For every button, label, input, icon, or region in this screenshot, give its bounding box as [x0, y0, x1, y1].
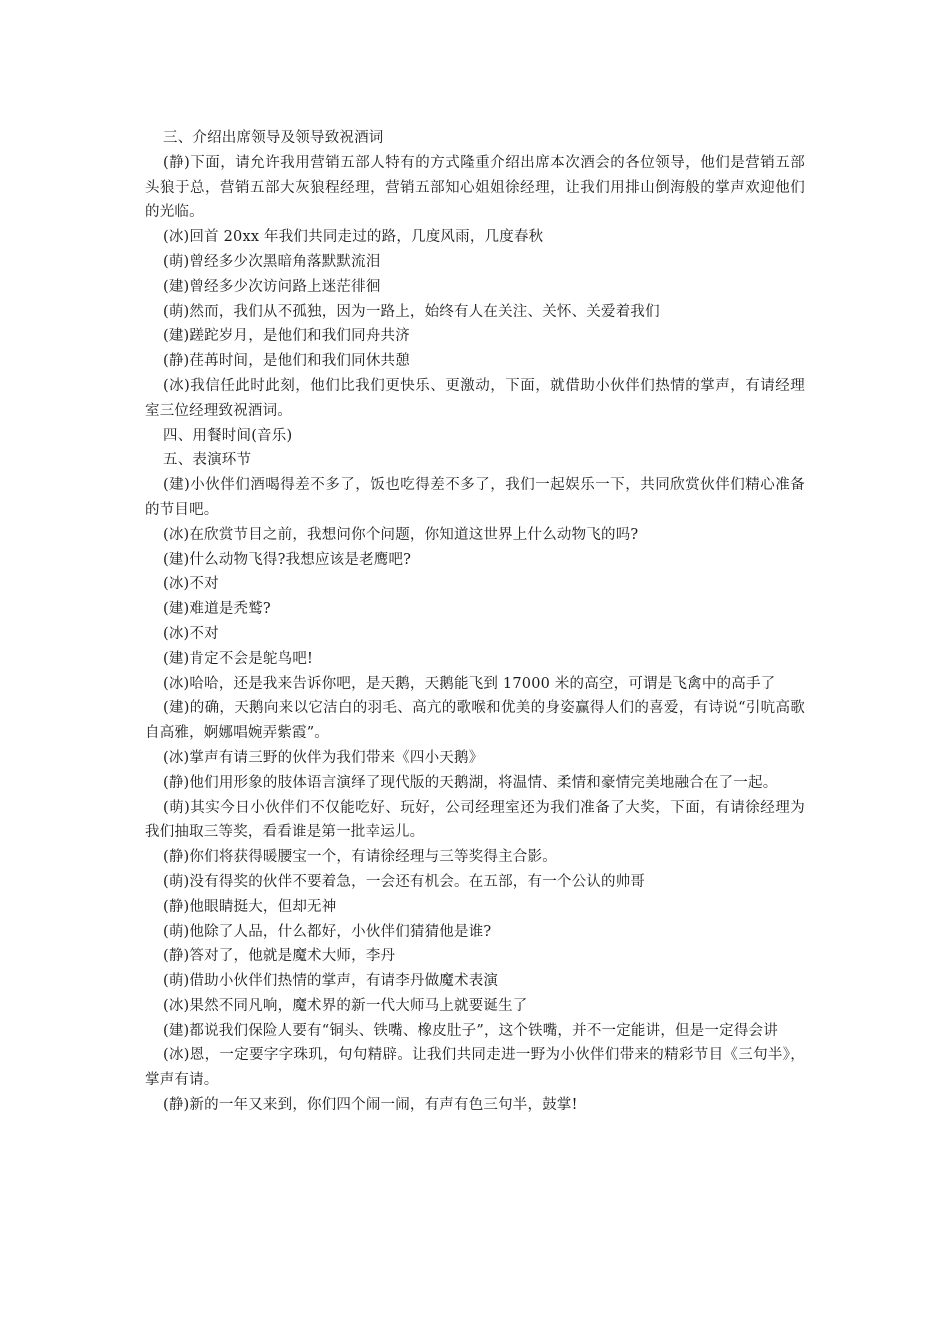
paragraph: (建)小伙伴们酒喝得差不多了，饭也吃得差不多了，我们一起娱乐一下，共同欣赏伙伴们精心准备的节目吧。 [145, 477, 805, 518]
paragraph: (建)肯定不会是鸵鸟吧! [163, 650, 314, 667]
paragraph: (静)荏苒时间，是他们和我们同休共憩 [163, 353, 410, 370]
heading-section-5: 五、表演环节 [163, 452, 252, 469]
paragraph: (萌)借助小伙伴们热情的掌声，有请李丹做魔术表演 [163, 973, 499, 990]
paragraph: (萌)然而，我们从不孤独，因为一路上，始终有人在关注、关怀、关爱着我们 [163, 303, 660, 320]
paragraph: (建)曾经多少次访问路上迷茫徘徊 [163, 278, 381, 295]
heading-section-4: 四、用餐时间(音乐) [163, 427, 293, 444]
paragraph: (冰)回首 20xx 年我们共同走过的路，几度风雨，几度春秋 [163, 229, 544, 246]
paragraph: (冰)不对 [163, 576, 219, 593]
paragraph: (静)新的一年又来到，你们四个闹一闹，有声有色三句半，鼓掌! [163, 1097, 578, 1114]
paragraph: (静)下面，请允许我用营销五部人特有的方式隆重介绍出席本次酒会的各位领导，他们是营销五部头狼于总，营销五部大灰狼程经理，营销五部知心姐姐徐经理，让我们用排山倒海般的掌声欢迎他们的光临。 [145, 154, 805, 221]
paragraph: (冰)我信任此时此刻，他们比我们更快乐、更激动，下面，就借助小伙伴们热情的掌声，有请经理室三位经理致祝酒词。 [145, 377, 805, 419]
paragraph: (萌)没有得奖的伙伴不要着急，一会还有机会。在五部，有一个公认的帅哥 [163, 873, 646, 890]
paragraph: (静)答对了，他就是魔术大师，李丹 [163, 948, 396, 965]
paragraph: (冰)果然不同凡响，魔术界的新一代大师马上就要诞生了 [163, 997, 528, 1014]
paragraph: (冰)掌声有请三野的伙伴为我们带来《四小天鹅》 [163, 749, 484, 766]
paragraph: (冰)恩，一定要字字珠玑，句句精辟。让我们共同走进一野为小伙伴们带来的精彩节目《三句半》，掌声有请。 [145, 1047, 805, 1089]
paragraph: (冰)不对 [163, 625, 219, 642]
paragraph: (萌)其实今日小伙伴们不仅能吃好、玩好，公司经理室还为我们准备了大奖，下面，有请徐经理为我们抽取三等奖，看看谁是第一批幸运儿。 [145, 799, 805, 841]
paragraph: (静)他眼睛挺大，但却无神 [163, 898, 337, 915]
paragraph: (建)什么动物飞得?我想应该是老鹰吧? [163, 551, 412, 568]
heading-section-3: 三、介绍出席领导及领导致祝酒词 [163, 130, 384, 146]
paragraph: (静)他们用形象的肢体语言演绎了现代版的天鹅湖，将温情、柔情和豪情完美地融合在了一起。 [163, 774, 778, 791]
paragraph: (萌)他除了人品，什么都好，小伙伴们猜猜他是谁? [163, 923, 492, 940]
document-body [145, 126, 805, 1118]
paragraph: (冰)在欣赏节目之前，我想问你个问题，你知道这世界上什么动物飞的吗? [163, 526, 639, 543]
paragraph: (萌)曾经多少次黑暗角落默默流泪 [163, 253, 381, 270]
paragraph: (建)蹉跎岁月，是他们和我们同舟共济 [163, 328, 410, 345]
paragraph: (建)都说我们保险人要有“铜头、铁嘴、橡皮肚子”，这个铁嘴，并不一定能讲，但是一定得会讲 [163, 1022, 778, 1039]
paragraph: (冰)哈哈，还是我来告诉你吧，是天鹅，天鹅能飞到 17000 米的高空，可谓是飞禽中的高手了 [163, 675, 776, 692]
paragraph: (静)你们将获得暖腰宝一个，有请徐经理与三等奖得主合影。 [163, 849, 557, 866]
paragraph: (建)的确，天鹅向来以它洁白的羽毛、高亢的歌喉和优美的身姿赢得人们的喜爱，有诗说“引吭高歌自高雅，婀娜唱婉弄紫霞”。 [145, 700, 805, 742]
paragraph: (建)难道是秃鹫? [163, 601, 271, 618]
